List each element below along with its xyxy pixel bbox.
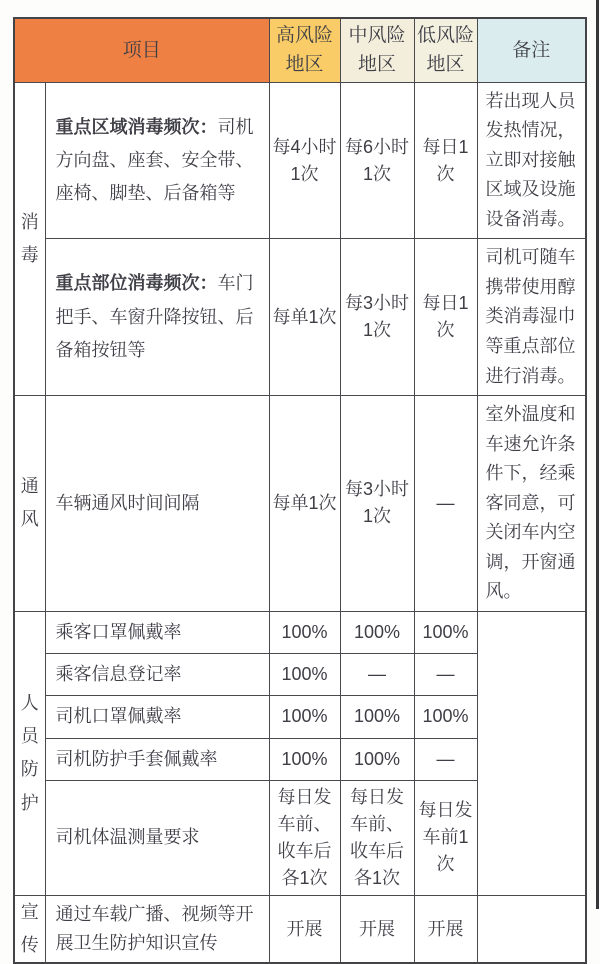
cell-r1-note: 若出现人员发热情况，立即对接触区域及设施设备消毒。 xyxy=(477,82,586,239)
cell-r4-mid: 100% xyxy=(340,611,414,653)
cell-r6-mid: 100% xyxy=(340,696,414,738)
cell-r7-low: — xyxy=(414,738,477,780)
cell-publicity-note xyxy=(477,895,586,963)
cell-r8-low: 每日发车前1次 xyxy=(414,780,477,895)
risk-area-measures-table xyxy=(13,17,587,964)
cell-r3-low: — xyxy=(414,396,477,612)
cell-r7-high: 100% xyxy=(269,738,340,780)
cell-r3-high: 每单1次 xyxy=(269,396,340,612)
cell-r5-high: 100% xyxy=(269,653,340,695)
item-key-area-disinfection xyxy=(45,82,269,239)
header-note: 备注 xyxy=(477,18,586,82)
cell-r8-high: 每日发车前、收车后各1次 xyxy=(269,780,340,895)
item-driver-gloves-rate: 司机防护手套佩戴率 xyxy=(45,738,269,780)
item-label-bold: 重点部位消毒频次： xyxy=(55,273,218,294)
item-label-bold: 重点区域消毒频次： xyxy=(55,116,218,137)
item-publicity-campaign: 通过车载广播、视频等开展卫生防护知识宣传 xyxy=(45,895,269,963)
category-ventilation xyxy=(14,396,45,612)
header-low-risk-area: 低风险地区 xyxy=(414,18,477,82)
header-high-risk-area: 高风险地区 xyxy=(269,18,340,82)
table-row-ventilation xyxy=(14,396,586,612)
cell-r1-low: 每日1次 xyxy=(414,82,477,239)
header-row xyxy=(14,18,586,82)
table-row-publicity xyxy=(14,895,586,963)
cell-r9-high: 开展 xyxy=(269,895,340,963)
cell-r1-high: 每4小时1次 xyxy=(269,82,340,239)
cell-r8-mid: 每日发车前、收车后各1次 xyxy=(340,780,414,895)
cell-r3-mid: 每3小时1次 xyxy=(340,396,414,612)
cell-r6-high: 100% xyxy=(269,696,340,738)
table-row-passenger-mask xyxy=(14,611,586,653)
cell-r2-high: 每单1次 xyxy=(269,239,340,396)
cell-personnel-note xyxy=(477,611,586,895)
cell-r7-mid: 100% xyxy=(340,738,414,780)
table-row-key-part-disinfection xyxy=(14,239,586,396)
item-label-rest: 司机方向盘、座套、安全带、座椅、脚垫、后备箱等 xyxy=(55,116,254,204)
cell-r3-note: 室外温度和车速允许条件下，经乘客同意，可关闭车内空调，开窗通风。 xyxy=(477,396,586,612)
cell-r5-mid: — xyxy=(340,653,414,695)
category-personnel-protection xyxy=(14,611,45,895)
category-publicity xyxy=(14,895,45,963)
cell-r2-low: 每日1次 xyxy=(414,239,477,396)
item-passenger-registration-rate: 乘客信息登记率 xyxy=(45,653,269,695)
category-personnel-label: 人员防护 xyxy=(20,692,39,813)
cell-r2-mid: 每3小时1次 xyxy=(340,239,414,396)
cell-r4-high: 100% xyxy=(269,611,340,653)
category-disinfection-label: 消毒 xyxy=(20,211,39,265)
cell-r9-mid: 开展 xyxy=(340,895,414,963)
item-key-part-disinfection xyxy=(45,239,269,396)
image-edge-line xyxy=(596,0,599,909)
cell-r1-mid: 每6小时1次 xyxy=(340,82,414,239)
category-publicity-label: 宣传 xyxy=(20,901,39,956)
item-ventilation-interval: 车辆通风时间间隔 xyxy=(45,396,269,612)
item-label-rest: 车门把手、车窗升降按钮、后备箱按钮等 xyxy=(55,273,254,360)
cell-r9-low: 开展 xyxy=(414,895,477,963)
category-ventilation-label: 通风 xyxy=(20,476,39,530)
item-passenger-mask-rate: 乘客口罩佩戴率 xyxy=(45,611,269,653)
cell-r2-note: 司机可随车携带使用醇类消毒湿巾等重点部位进行消毒。 xyxy=(477,239,586,396)
cell-r4-low: 100% xyxy=(414,611,477,653)
cell-r6-low: 100% xyxy=(414,696,477,738)
category-disinfection xyxy=(14,82,45,395)
item-driver-mask-rate: 司机口罩佩戴率 xyxy=(45,696,269,738)
header-item: 项目 xyxy=(14,18,269,82)
item-driver-temperature-check: 司机体温测量要求 xyxy=(45,780,269,895)
cell-r5-low: — xyxy=(414,653,477,695)
header-mid-risk-area: 中风险地区 xyxy=(340,18,414,82)
table-row-key-area-disinfection xyxy=(14,82,586,239)
